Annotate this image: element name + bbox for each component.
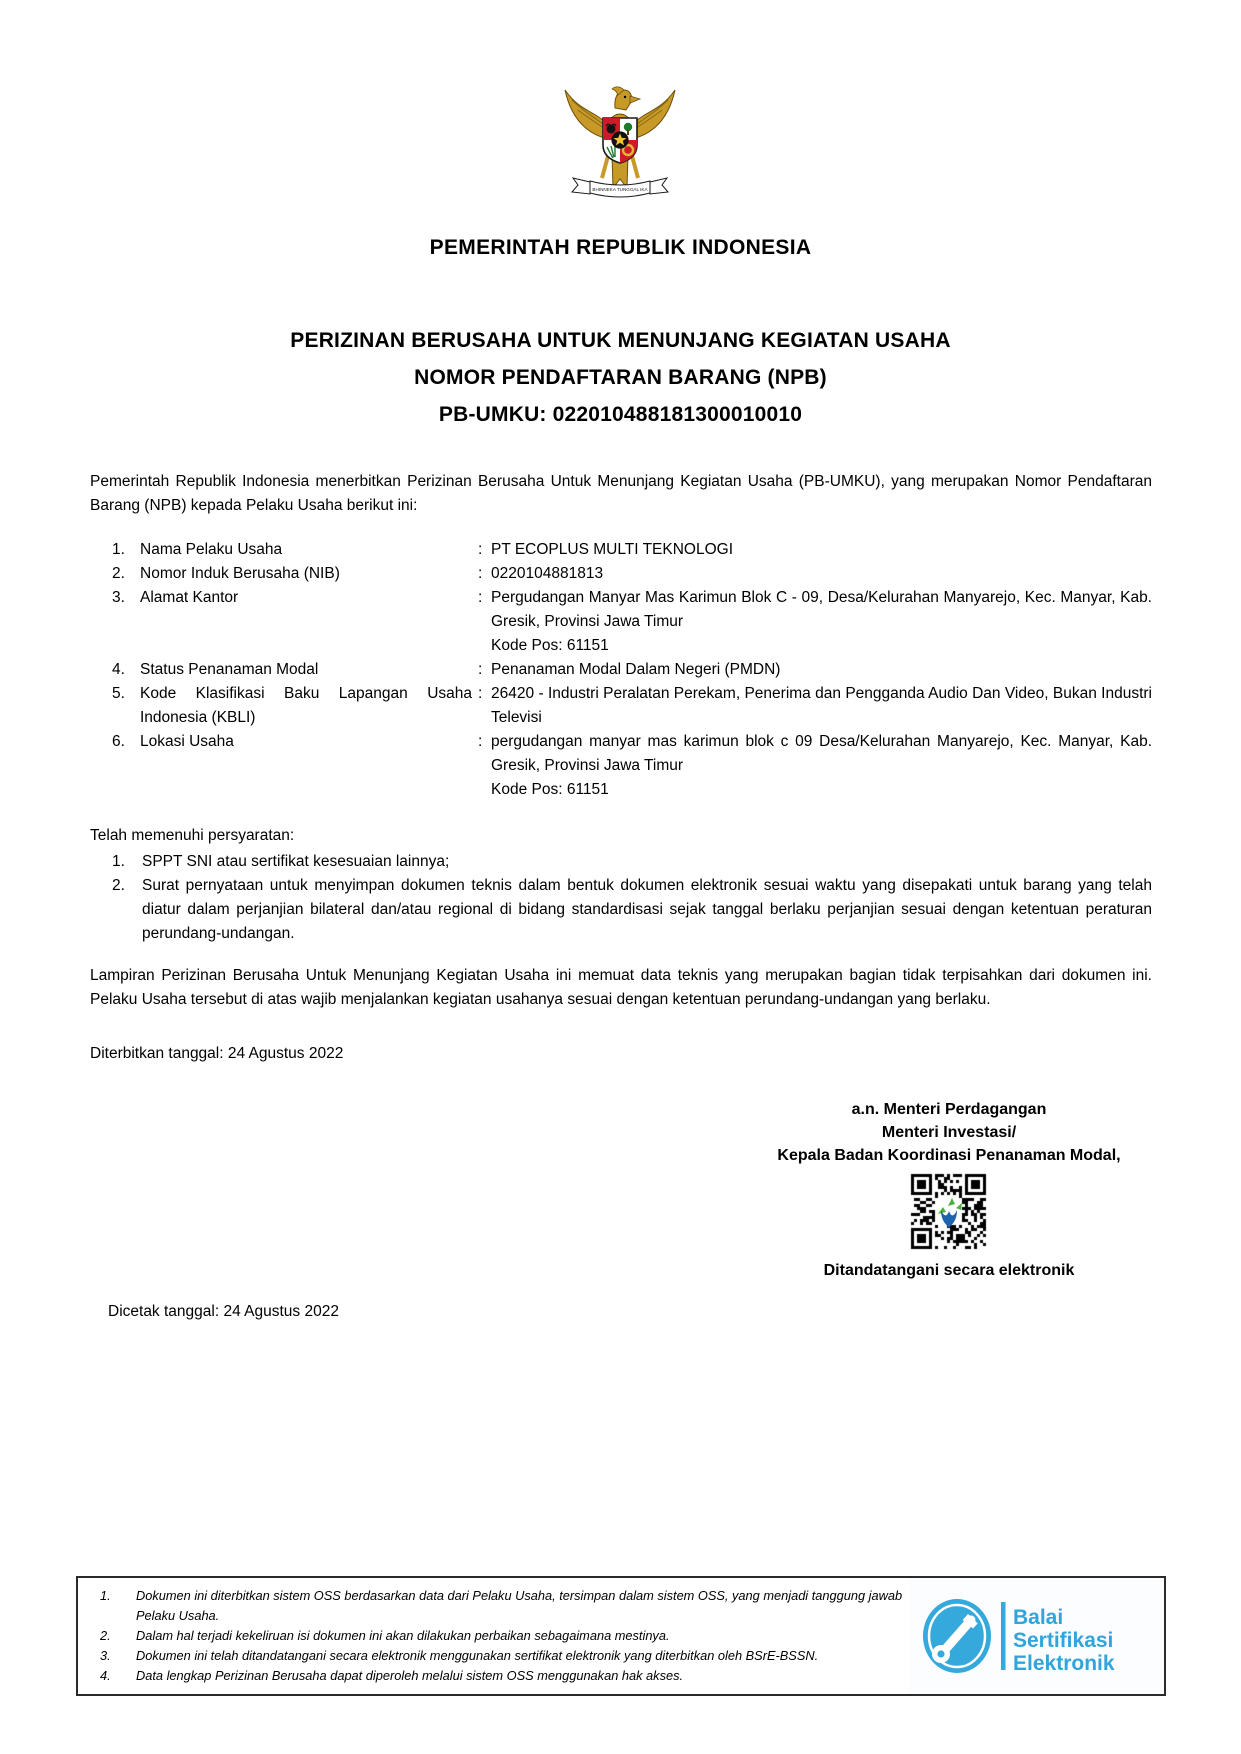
detail-label: Lokasi Usaha — [140, 733, 234, 751]
footer-note — [94, 1646, 903, 1666]
requirements-heading: Telah memenuhi persyaratan: — [90, 827, 295, 845]
detail-number: 5. — [112, 685, 125, 703]
footer-note — [94, 1586, 903, 1626]
government-title: PEMERINTAH REPUBLIK INDONESIA — [429, 236, 812, 259]
detail-value-text: pergudangan manyar mas karimun blok c 09 Desa/Kelurahan Manyarejo, Kec. Manyar, Kab. Gresik, Provinsi Jawa Timur — [491, 733, 1152, 775]
detail-row-nama-pelaku-usaha — [90, 538, 1152, 562]
detail-value — [491, 682, 1152, 730]
document-body — [90, 470, 1152, 1066]
footer-note-number: 4. — [100, 1667, 111, 1683]
garuda-pancasila-emblem — [560, 74, 680, 206]
footer-note-text: Dokumen ini telah ditandatangani secara elektronik menggunakan sertifikat elektronik yang diterbitkan oleh BSrE-BSSN. — [136, 1647, 819, 1663]
detail-label: Alamat Kantor — [140, 589, 239, 607]
detail-colon: : — [478, 589, 483, 607]
detail-row-kbli — [90, 682, 1152, 730]
footer-notes — [78, 1578, 909, 1693]
digital-signature-qr-code — [908, 1171, 990, 1253]
footer-note — [94, 1626, 903, 1646]
intro-paragraph: Pemerintah Republik Indonesia menerbitkan Perizinan Berusaha Untuk Menunjang Kegiatan Usaha (PB-UMKU), yang merupakan Nomor Pendaftaran Barang (NPB) kepada Pelaku Usaha berikut ini: — [90, 473, 1152, 515]
requirement-item — [90, 850, 1152, 874]
balai-sertifikasi-elektronik-logo — [909, 1578, 1164, 1694]
detail-colon: : — [478, 733, 483, 751]
requirements-list — [90, 850, 1152, 946]
requirement-number: 1. — [112, 853, 125, 871]
detail-value — [491, 538, 1152, 562]
detail-value-text: 0220104881813 — [491, 565, 604, 583]
detail-row-lokasi-usaha — [90, 730, 1152, 802]
detail-value-text: PT ECOPLUS MULTI TEKNOLOGI — [491, 541, 734, 559]
signatory-line3: Kepala Badan Koordinasi Penanaman Modal, — [777, 1147, 1121, 1164]
signatory-line2: Menteri Investasi/ — [881, 1124, 1017, 1141]
footer-note-text: Dokumen ini diterbitkan sistem OSS berdasarkan data dari Pelaku Usaha, tersimpan dalam sistem OSS, yang menjadi tanggung jawab Pelaku Usaha. — [136, 1588, 903, 1624]
detail-colon: : — [478, 565, 483, 583]
detail-label: Nomor Induk Berusaha (NIB) — [140, 565, 340, 583]
detail-value — [491, 586, 1152, 658]
issued-date: Diterbitkan tanggal: 24 Agustus 2022 — [90, 1045, 344, 1063]
document-title-line1: PERIZINAN BERUSAHA UNTUK MENUNJANG KEGIATAN USAHA — [290, 329, 951, 352]
signed-electronically-note: Ditandatangani secara elektronik — [823, 1262, 1075, 1279]
detail-number: 1. — [112, 541, 125, 559]
bsre-logo-text-line1: Balai — [1013, 1606, 1064, 1629]
bkpm-logo-icon — [934, 1194, 964, 1230]
bsre-logo-text-line3: Elektronik — [1013, 1652, 1115, 1675]
detail-colon: : — [478, 685, 483, 703]
printed-date: Dicetak tanggal: 24 Agustus 2022 — [108, 1303, 339, 1320]
document-title-line2: NOMOR PENDAFTARAN BARANG (NPB) — [414, 366, 827, 389]
requirement-text: Surat pernyataan untuk menyimpan dokumen teknis dalam bentuk dokumen elektronik sesuai waktu yang disepakati untuk barang yang telah diatur dalam perjanjian bilateral dan/atau regional di bidang standardisasi sejak tanggal berlaku perjanjian sesuai dengan ketentuan peraturan perundang-undangan. — [142, 877, 1152, 943]
footer-disclaimer-box — [76, 1576, 1166, 1696]
detail-value — [491, 658, 1152, 682]
requirement-number: 2. — [112, 877, 125, 895]
detail-value — [491, 562, 1152, 586]
detail-row-status-penanaman-modal — [90, 658, 1152, 682]
footer-note — [94, 1666, 903, 1686]
footer-note-number: 3. — [100, 1647, 111, 1663]
signature-block — [738, 1098, 1160, 1282]
footer-note-text: Dalam hal terjadi kekeliruan isi dokumen ini akan dilakukan perbaikan sebagaimana mestinya. — [136, 1628, 670, 1644]
detail-row-alamat-kantor — [90, 586, 1152, 658]
detail-value — [491, 730, 1152, 802]
detail-number: 4. — [112, 661, 125, 679]
bsre-logo-text-line2: Sertifikasi — [1013, 1629, 1114, 1652]
document-title — [0, 322, 1241, 433]
closing-paragraph: Lampiran Perizinan Berusaha Untuk Menunjang Kegiatan Usaha ini memuat data teknis yang merupakan bagian tidak terpisahkan dari dokumen ini. Pelaku Usaha tersebut di atas wajib menjalankan kegiatan usahanya sesuai dengan ketentuan perundang-undangan yang berlaku. — [90, 967, 1152, 1009]
footer-note-number: 1. — [100, 1588, 111, 1604]
requirement-item — [90, 874, 1152, 946]
detail-value-text: Pergudangan Manyar Mas Karimun Blok C - 09, Desa/Kelurahan Manyarejo, Kec. Manyar, Kab. Gresik, Provinsi Jawa Timur — [491, 589, 1152, 631]
business-details-list — [90, 538, 1152, 802]
detail-number: 2. — [112, 565, 125, 583]
detail-colon: : — [478, 661, 483, 679]
detail-label: Kode Klasifikasi Baku Lapangan Usaha Indonesia (KBLI) — [140, 685, 472, 727]
detail-label: Nama Pelaku Usaha — [140, 541, 283, 559]
detail-colon: : — [478, 541, 483, 559]
document-number: PB-UMKU: 022010488181300010010 — [438, 403, 803, 426]
detail-row-nib — [90, 562, 1152, 586]
detail-number: 3. — [112, 589, 125, 607]
detail-value-extra: Kode Pos: 61151 — [491, 637, 609, 655]
detail-value-text: 26420 - Industri Peralatan Perekam, Penerima dan Pengganda Audio Dan Video, Bukan Industri Televisi — [491, 685, 1152, 727]
detail-value-text: Penanaman Modal Dalam Negeri (PMDN) — [491, 661, 781, 679]
footer-note-text: Data lengkap Perizinan Berusaha dapat diperoleh melalui sistem OSS menggunakan hak akses. — [136, 1667, 684, 1683]
requirement-text: SPPT SNI atau sertifikat kesesuaian lainnya; — [142, 853, 450, 871]
bsre-logo-icon — [919, 1594, 1154, 1678]
detail-value-extra: Kode Pos: 61151 — [491, 781, 609, 799]
emblem-motto-text: BHINNEKA TUNGGAL IKA — [592, 187, 648, 192]
detail-label: Status Penanaman Modal — [140, 661, 319, 679]
footer-note-number: 2. — [100, 1628, 111, 1644]
signatory-line1: a.n. Menteri Perdagangan — [851, 1101, 1047, 1118]
detail-number: 6. — [112, 733, 125, 751]
